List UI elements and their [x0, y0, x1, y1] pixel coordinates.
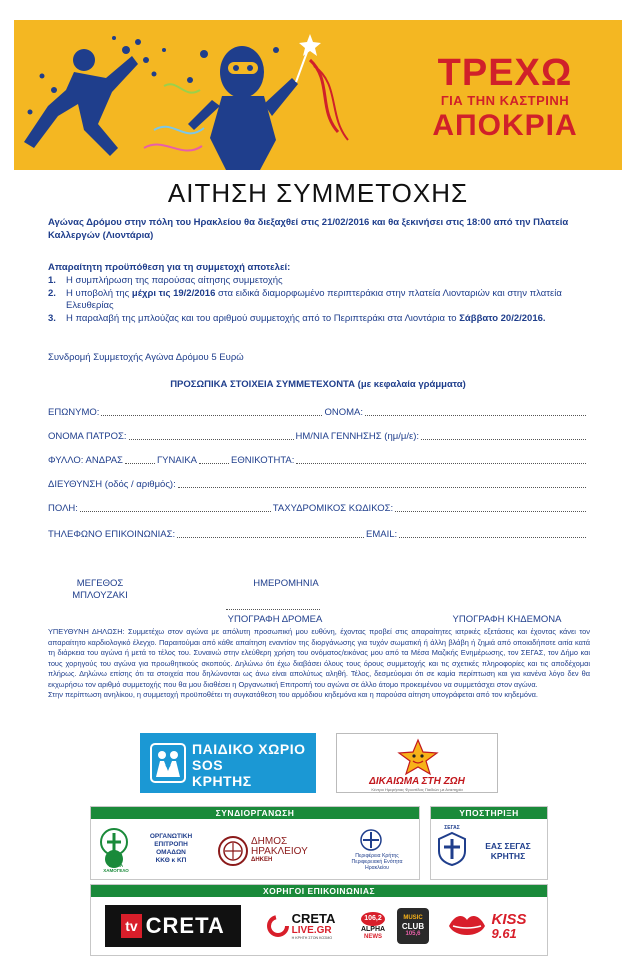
address-field[interactable]: [178, 486, 586, 488]
segas-line1: ΕΑΣ ΣΕΓΑΣ: [485, 841, 531, 851]
committee-badge-line4: ΧΑΜΟΓΕΛΟ: [103, 868, 129, 873]
header-banner: [14, 20, 622, 170]
nationality-field[interactable]: [296, 462, 586, 464]
form-row-names: [48, 404, 588, 418]
banner-title-line1: ΤΡΕΧΩ: [437, 52, 573, 94]
music-club-line1: MUSIC: [403, 914, 423, 921]
region-line1: Περιφέρεια Κρήτης: [355, 853, 399, 859]
runner-signature-field[interactable]: [226, 608, 320, 610]
segas-text: [469, 841, 547, 861]
co-organizers-panel: [90, 806, 420, 880]
kiss-logo: [439, 905, 535, 947]
form-title: ΑΙΤΗΣΗ ΣΥΜΜΕΤΟΧΗΣ: [167, 178, 469, 208]
right-to-life-text: ΔΙΚΑΙΩΜΑ ΣΤΗ ΖΩΗ: [369, 776, 465, 787]
committee-badge-text: [99, 853, 133, 873]
right-to-life-subtitle: Κέντρο Ημερήσιας Φροντίδας Παιδιών με Αναπηρία: [371, 787, 463, 792]
committee-line1: ΟΡΓΑΝΩΤΙΚΗ: [149, 833, 193, 840]
creta-live-swirl-icon: [267, 915, 289, 937]
prerequisite-heading: Απαραίτητη προϋπόθεση για τη συμμετοχή αποτελεί:: [48, 262, 291, 273]
kiss-text: [491, 912, 526, 940]
phone-label: ΤΗΛΕΦΩΝΟ ΕΠΙΚΟΙΝΩΝΙΑΣ:: [48, 529, 176, 540]
sos-line2: SOS: [192, 757, 224, 773]
father-name-field[interactable]: [129, 438, 294, 440]
surname-label: ΕΠΩΝΥΜΟ:: [48, 407, 100, 418]
email-label: EMAIL:: [366, 529, 398, 540]
alpha-frequency: 106,2: [361, 912, 385, 926]
requirements-list: [48, 275, 600, 325]
music-club-logo: [397, 908, 429, 944]
gender-male-field[interactable]: [125, 462, 155, 464]
kiss-frequency: 9.61: [491, 926, 517, 941]
committee-line4: ΚΚΘ κ ΚΠ: [155, 857, 187, 864]
list-item: [48, 313, 600, 326]
gender-male-label: ΦΥΛΛΟ: ΑΝΔΡΑΣ: [48, 455, 123, 466]
committee-badge-line3: Μ'ΕΝΑ: [108, 863, 124, 868]
city-label: ΠΟΛΗ:: [48, 503, 78, 514]
form-row-gender: [48, 452, 588, 466]
carnival-runners-illustration: [14, 20, 354, 170]
list-item-text: Η παραλαβή της μπλούζας και του αριθμού συμμετοχής από το Περιπτεράκι στα Λιοντάρια το: [66, 312, 460, 324]
gender-female-label: ΓΥΝΑΙΚΑ: [156, 455, 198, 466]
municipality-text: [251, 837, 331, 864]
phone-field[interactable]: [177, 536, 364, 538]
participation-fee: Συνδρομή Συμμετοχής Αγώνα Δρόμου 5 Ευρώ: [48, 352, 244, 363]
nationality-label: ΕΘΝΙΚΟΤΗΤΑ:: [231, 455, 295, 466]
birth-date-field[interactable]: [421, 438, 586, 440]
sos-line3: ΚΡΗΤΗΣ: [192, 773, 252, 789]
segas-emblem-icon: [437, 831, 467, 867]
media-sponsors-heading: ΧΟΡΗΓΟΙ ΕΠΙΚΟΙΝΩΝΙΑΣ: [91, 885, 547, 897]
creta-live-line1: CRETA: [291, 910, 336, 926]
tv-creta-logo: [105, 905, 241, 947]
form-row-contact: [48, 526, 588, 540]
municipality-line2: ΗΡΑΚΛΕΙΟΥ: [251, 846, 308, 857]
segas-line2: ΚΡΗΤΗΣ: [490, 851, 526, 861]
creta-live-line3: Η ΚΡΗΤΗ ΣΤΟΝ ΚΟΣΜΟ: [291, 935, 333, 940]
alpha-news: NEWS: [364, 933, 382, 940]
municipality-emblem-icon: [217, 835, 249, 867]
declaration-text: ΥΠΕΥΘΥΝΗ ΔΗΛΩΣΗ: Συμμετέχω στον αγώνα με απόλυτη προσωπική μου ευθύνη, έχοντας προβεί στις απαραίτητες ιατρικές εξετάσεις και έχοντας κάνει τον απαραίτητο καρδιολογικό έλεγχο. Παραιτούμαι από κάθε απαίτηση εναντίον της διοργάνωσης για τυχόν σωματική ή άλλη βλάβη ή ζημιά από οποιαδήποτε αιτία κατά τη διάρκεια του αγώνα ή μετά το τέλος του. Συναινώ στην ελεύθερη χρήση του ονόματος/εικόνας μου από τα Μέσα Μαζικής Ενημέρωσης, τον ΣΕΓΑΣ, τον Δήμο και τους χορηγούς του αγώνα για προωθητικούς σκοπούς. Δηλώνω ότι έχω διαβάσει όλους τους όρους συμμετοχής και τις σχετικές πληροφορίες και τις αποδέχομαι πλήρως. Δηλώνω επίσης ότι τα στοιχεία που δηλώνονται ως άνω είναι απολύτως αληθή. Τέλος, δεσμεύομαι ότι σε καμία περίπτωση και για κανένα λόγο δεν θα εκχωρήσω τον αριθμό συμμετοχής που θα μου διαθέσει η Οργανωτική Επιτροπή του αγώνα σε άλλο άτομο προκειμένου να συμμετάσχει στον αγώνα.: [48, 627, 590, 689]
postal-code-label: ΤΑΧΥΔΡΟΜΙΚΟΣ ΚΩΔΙΚΟΣ:: [272, 503, 394, 514]
form-row-address: [48, 476, 588, 490]
region-emblem-icon: [359, 829, 383, 851]
form-row-father: [48, 428, 588, 442]
list-item: [48, 288, 600, 313]
shirt-size-label-line2: ΜΠΛΟΥΖΑΚΙ: [72, 590, 128, 601]
music-club-line3: 105,6: [405, 930, 421, 937]
form-row-city: [48, 500, 588, 514]
segas-small-text: ΣΕΓΑΣ: [444, 825, 460, 831]
alpha-news-logo: [353, 905, 393, 947]
sos-family-icon: [150, 743, 186, 783]
right-to-life-logo: [336, 733, 498, 793]
alpha-name: ALPHA: [360, 925, 386, 933]
support-panel: [430, 806, 548, 880]
city-field[interactable]: [80, 510, 271, 512]
tv-creta-name: CRETA: [145, 913, 225, 938]
personal-details-heading: ΠΡΟΣΩΠΙΚΑ ΣΤΟΙΧΕΙΑ ΣΥΜΜΕΤΕΧΟΝΤΑ (με κεφαλαία γράμματα): [170, 379, 466, 390]
committee-line3: ΟΜΑΔΩΝ: [156, 849, 186, 856]
father-name-label: ΟΝΟΜΑ ΠΑΤΡΟΣ:: [48, 431, 127, 442]
support-heading: ΥΠΟΣΤΗΡΙΞΗ: [431, 807, 547, 819]
address-label: ΔΙΕΥΘΥΝΣΗ (οδός / αριθμός):: [48, 479, 176, 490]
banner-title: [410, 54, 600, 142]
creta-live-text: [292, 912, 336, 941]
gender-female-field[interactable]: [199, 462, 229, 464]
municipality-line1: ΔΗΜΟΣ: [251, 836, 288, 847]
shirt-size-label: [60, 578, 140, 602]
creta-live-line2: LIVE.GR: [291, 924, 332, 936]
birth-date-label: ΗΜ/ΝΙΑ ΓΕΝΝΗΣΗΣ (ημ/μ/ε):: [295, 431, 420, 442]
tv-creta-prefix: tv: [121, 914, 141, 938]
sos-childrens-village-logo: [140, 733, 316, 793]
name-label: ΟΝΟΜΑ:: [324, 407, 363, 418]
municipality-line3: ΔΗΚΕΗ: [251, 857, 273, 863]
region-text: [337, 853, 417, 872]
region-line2: Περιφερειακή Ενότητα: [351, 859, 403, 866]
co-organizers-heading: ΣΥΝΔΙΟΡΓΑΝΩΣΗ: [91, 807, 419, 819]
runner-signature-label: ΥΠΟΓΡΑΦΗ ΔΡΟΜΕΑ: [227, 614, 323, 625]
name-field[interactable]: [365, 414, 586, 416]
music-club-line2: CLUB: [401, 921, 425, 931]
committee-badge-line1: ΚΑΘΕ: [109, 853, 123, 858]
sos-line1: ΠΑΙΔΙΚΟ ΧΩΡΙΟ: [192, 741, 306, 757]
list-item-emphasis: μέχρι τις 19/2/2016: [131, 287, 216, 299]
organizing-committee-text: [135, 833, 207, 865]
star-character-icon: [395, 738, 441, 776]
responsibility-declaration: [48, 627, 590, 701]
list-item-text: Η συμπλήρωση της παρούσας αίτησης συμμετοχής: [66, 275, 283, 286]
banner-title-line3: ΑΠΟΚΡΙΑ: [432, 109, 578, 142]
list-item-text: στα ειδικά διαμορφωμένο περιπτεράκια στην πλατεία Λιονταριών και στην πλατεία Ελευθερίας: [66, 287, 562, 311]
list-item: [48, 275, 600, 288]
creta-live-logo: [259, 905, 343, 947]
event-intro: Αγώνας Δρόμου στην πόλη του Ηρακλείου θα διεξαχθεί στις 21/02/2016 και θα ξεκινήσει στις 18:00 από την Πλατεία Καλλεργών (Λιοντάρια): [48, 217, 569, 241]
list-item-text: Η υποβολή της: [66, 287, 132, 299]
date-label: ΗΜΕΡΟΜΗΝΙΑ: [253, 578, 319, 589]
email-field[interactable]: [399, 536, 586, 538]
kiss-lips-icon: [447, 912, 487, 940]
committee-line2: ΕΠΙΤΡΟΠΗ: [154, 841, 188, 848]
list-item-number: 1.: [48, 275, 56, 286]
shirt-size-label-line1: ΜΕΓΕΘΟΣ: [76, 578, 124, 589]
list-item-emphasis: Σάββατο 20/2/2016.: [459, 312, 546, 324]
kiss-name: KISS: [491, 911, 527, 928]
list-item-number: 2.: [48, 287, 56, 299]
banner-title-line2: ΓΙΑ ΤΗΝ ΚΑΣΤΡΙΝΗ: [440, 93, 570, 108]
media-sponsors-panel: [90, 884, 548, 956]
sos-text: [192, 741, 306, 789]
guardian-signature-label: ΥΠΟΓΡΑΦΗ ΚΗΔΕΜΟΝΑ: [452, 614, 562, 625]
postal-code-field[interactable]: [395, 510, 586, 512]
minor-consent-text: Στην περίπτωση ανηλίκου, η συμμετοχή προϋποθέτει τη συγκατάθεση του αρμόδιου κηδεμόνα και η παρούσα αίτηση υπογράφεται από τον κηδεμόνα.: [48, 690, 538, 699]
list-item-number: 3.: [48, 312, 56, 324]
committee-badge-line2: ΠΑΙΔΙ: [109, 858, 123, 863]
surname-field[interactable]: [101, 414, 322, 416]
region-line3: Ηρακλείου: [364, 865, 390, 872]
